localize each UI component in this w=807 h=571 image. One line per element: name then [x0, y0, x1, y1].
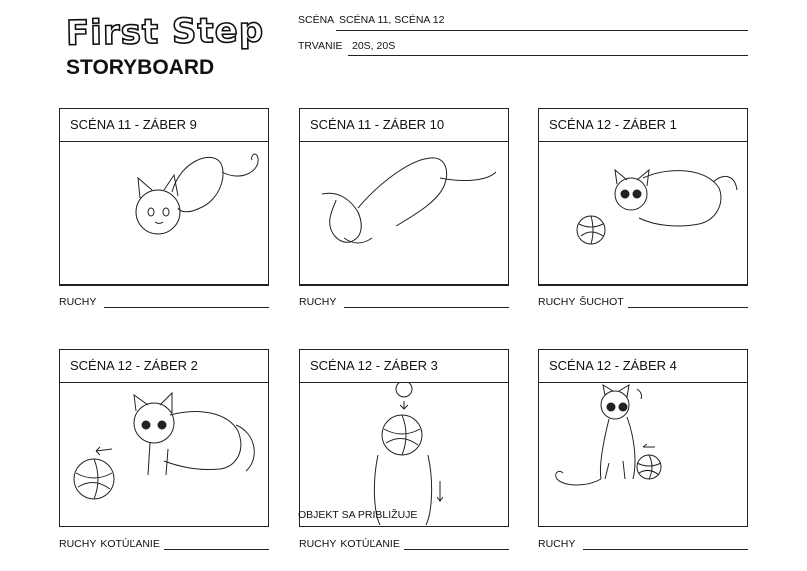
sound-label: RUCHY — [59, 296, 97, 308]
sound-field — [538, 538, 748, 550]
panel-title: SCÉNA 11 - ZÁBER 9 — [60, 109, 268, 142]
duration-value: 20S, 20S — [352, 40, 396, 52]
panel-title: SCÉNA 12 - ZÁBER 2 — [60, 350, 268, 383]
logo: First Step — [65, 10, 265, 54]
panel-line — [299, 284, 509, 285]
sound-field — [299, 538, 509, 550]
panel-title: SCÉNA 11 - ZÁBER 10 — [300, 109, 508, 142]
storyboard-panel — [538, 349, 748, 527]
sound-rule — [628, 306, 748, 308]
cat-sketch-icon — [539, 142, 746, 284]
sound-field — [299, 296, 509, 308]
cat-sketch-icon — [539, 383, 746, 525]
panel-line — [538, 284, 748, 285]
sound-label: RUCHY — [299, 296, 337, 308]
sound-field — [59, 296, 269, 308]
scene-value: SCÉNA 11, SCÉNA 12 — [339, 14, 445, 26]
sound-rule — [344, 306, 509, 308]
panel-title: SCÉNA 12 - ZÁBER 3 — [300, 350, 508, 383]
yarn-sketch-icon — [300, 383, 507, 525]
sound-label: RUCHY — [538, 538, 576, 550]
storyboard-panel — [299, 108, 509, 286]
duration-label: TRVANIE — [298, 40, 343, 52]
sound-label: RUCHY — [299, 538, 337, 550]
cat-sketch-icon — [60, 142, 267, 284]
panel-note: OBJEKT SA PRIBLIŽUJE — [298, 509, 418, 521]
page-title: STORYBOARD — [66, 56, 215, 79]
duration-rule — [348, 55, 748, 56]
sound-label: RUCHY — [59, 538, 97, 550]
sound-rule — [583, 548, 748, 550]
sound-rule — [404, 548, 509, 550]
panel-line — [59, 284, 269, 285]
cat-sketch-icon — [300, 142, 507, 284]
sound-value: ŠUCHOT — [579, 296, 624, 308]
sound-value: KOTÚĽANIE — [340, 538, 400, 550]
panel-line — [299, 526, 509, 527]
panel-title: SCÉNA 12 - ZÁBER 1 — [539, 109, 747, 142]
cat-sketch-icon — [60, 383, 267, 525]
sound-rule — [104, 306, 269, 308]
sound-field — [59, 538, 269, 550]
sound-field — [538, 296, 748, 308]
storyboard-panel — [59, 349, 269, 527]
scene-label: SCÉNA — [298, 14, 335, 26]
panel-line — [59, 526, 269, 527]
storyboard-panel — [538, 108, 748, 286]
sound-value: KOTÚĽANIE — [100, 538, 160, 550]
panel-line — [538, 526, 748, 527]
sound-rule — [164, 548, 269, 550]
panel-title: SCÉNA 12 - ZÁBER 4 — [539, 350, 747, 383]
storyboard-panel — [299, 349, 509, 527]
sound-label: RUCHY — [538, 296, 576, 308]
scene-rule — [336, 30, 748, 31]
storyboard-panel — [59, 108, 269, 286]
